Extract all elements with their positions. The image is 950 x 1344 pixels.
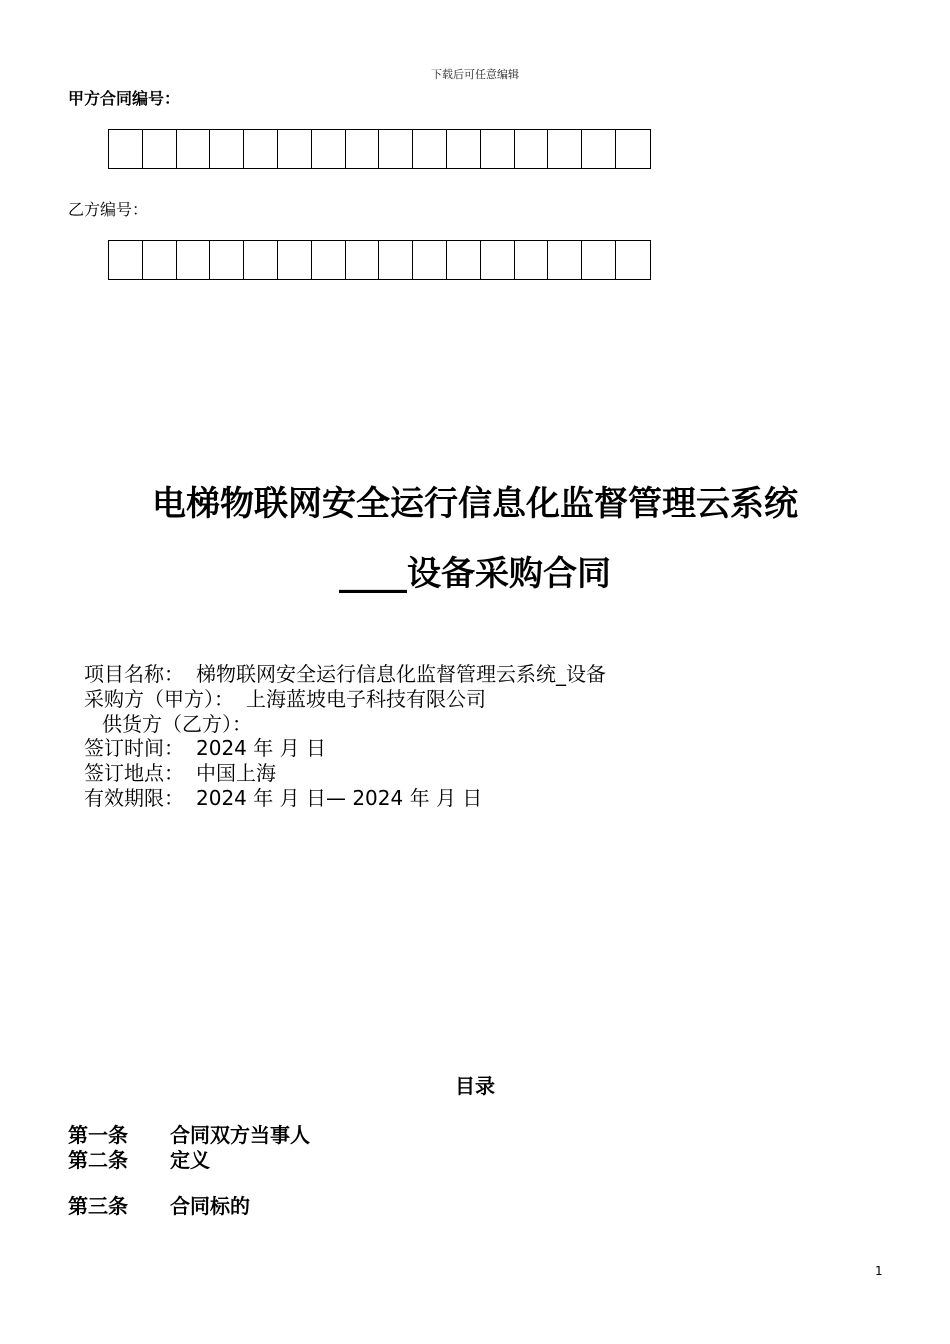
toc-item-number: 第三条 [68,1194,128,1218]
number-box[interactable] [447,241,481,279]
party-a-number-label: 甲方合同编号： [68,89,181,108]
number-box[interactable] [447,130,481,168]
info-value: 上海蓝坡电子科技有限公司 [246,687,486,711]
number-box[interactable] [244,130,278,168]
contract-title-line1: 电梯物联网安全运行信息化监督管理云系统 [152,484,798,524]
page-number: 1 [875,1264,883,1278]
party-b-number-label: 乙方编号： [68,200,149,219]
header-note: 下载后可任意编辑 [431,68,519,81]
number-box[interactable] [177,241,211,279]
number-box[interactable] [210,241,244,279]
toc-item-text: 定义 [170,1148,210,1172]
info-value: 中国上海 [196,761,276,785]
info-project-name [84,662,606,686]
info-buyer [84,687,486,711]
info-supplier [102,712,264,736]
toc-item-text: 合同标的 [170,1194,250,1218]
info-validity [84,786,482,810]
number-box[interactable] [582,130,616,168]
number-box[interactable] [616,130,650,168]
number-box[interactable] [109,130,143,168]
info-sign-place [84,761,276,785]
info-key: 供货方（乙方）： [102,712,252,736]
number-box[interactable] [379,241,413,279]
number-box[interactable] [312,130,346,168]
contract-title-line2: ____设备采购合同 [339,554,611,594]
number-box[interactable] [515,241,549,279]
number-box[interactable] [548,241,582,279]
party-a-number-boxes [108,129,651,169]
info-value: 2024 年 月 日 [196,736,326,760]
number-box[interactable] [379,130,413,168]
number-box[interactable] [210,130,244,168]
number-box[interactable] [481,130,515,168]
toc-item-text: 合同双方当事人 [170,1123,310,1147]
toc-item-number: 第一条 [68,1123,128,1147]
number-box[interactable] [109,241,143,279]
number-box[interactable] [278,130,312,168]
info-key: 有效期限： [84,786,184,810]
number-box[interactable] [481,241,515,279]
number-box[interactable] [143,241,177,279]
toc-item-number: 第二条 [68,1148,128,1172]
number-box[interactable] [278,241,312,279]
number-box[interactable] [244,241,278,279]
info-key: 采购方（甲方）： [84,687,234,711]
number-box[interactable] [413,130,447,168]
number-box[interactable] [582,241,616,279]
number-box[interactable] [616,241,650,279]
info-key: 项目名称： [84,662,184,686]
info-key: 签订时间： [84,736,184,760]
info-key: 签订地点： [84,761,184,785]
number-box[interactable] [548,130,582,168]
number-box[interactable] [346,241,380,279]
toc-item[interactable] [68,1190,250,1219]
info-value: 梯物联网安全运行信息化监督管理云系统_设备 [196,662,606,686]
number-box[interactable] [177,130,211,168]
number-box[interactable] [346,130,380,168]
party-b-number-boxes [108,240,651,280]
number-box[interactable] [413,241,447,279]
info-value: 2024 年 月 日— 2024 年 月 日 [196,786,483,810]
number-box[interactable] [515,130,549,168]
info-sign-date [84,736,326,760]
toc-title: 目录 [455,1074,495,1098]
number-box[interactable] [312,241,346,279]
number-box[interactable] [143,130,177,168]
toc-item[interactable] [68,1144,210,1173]
